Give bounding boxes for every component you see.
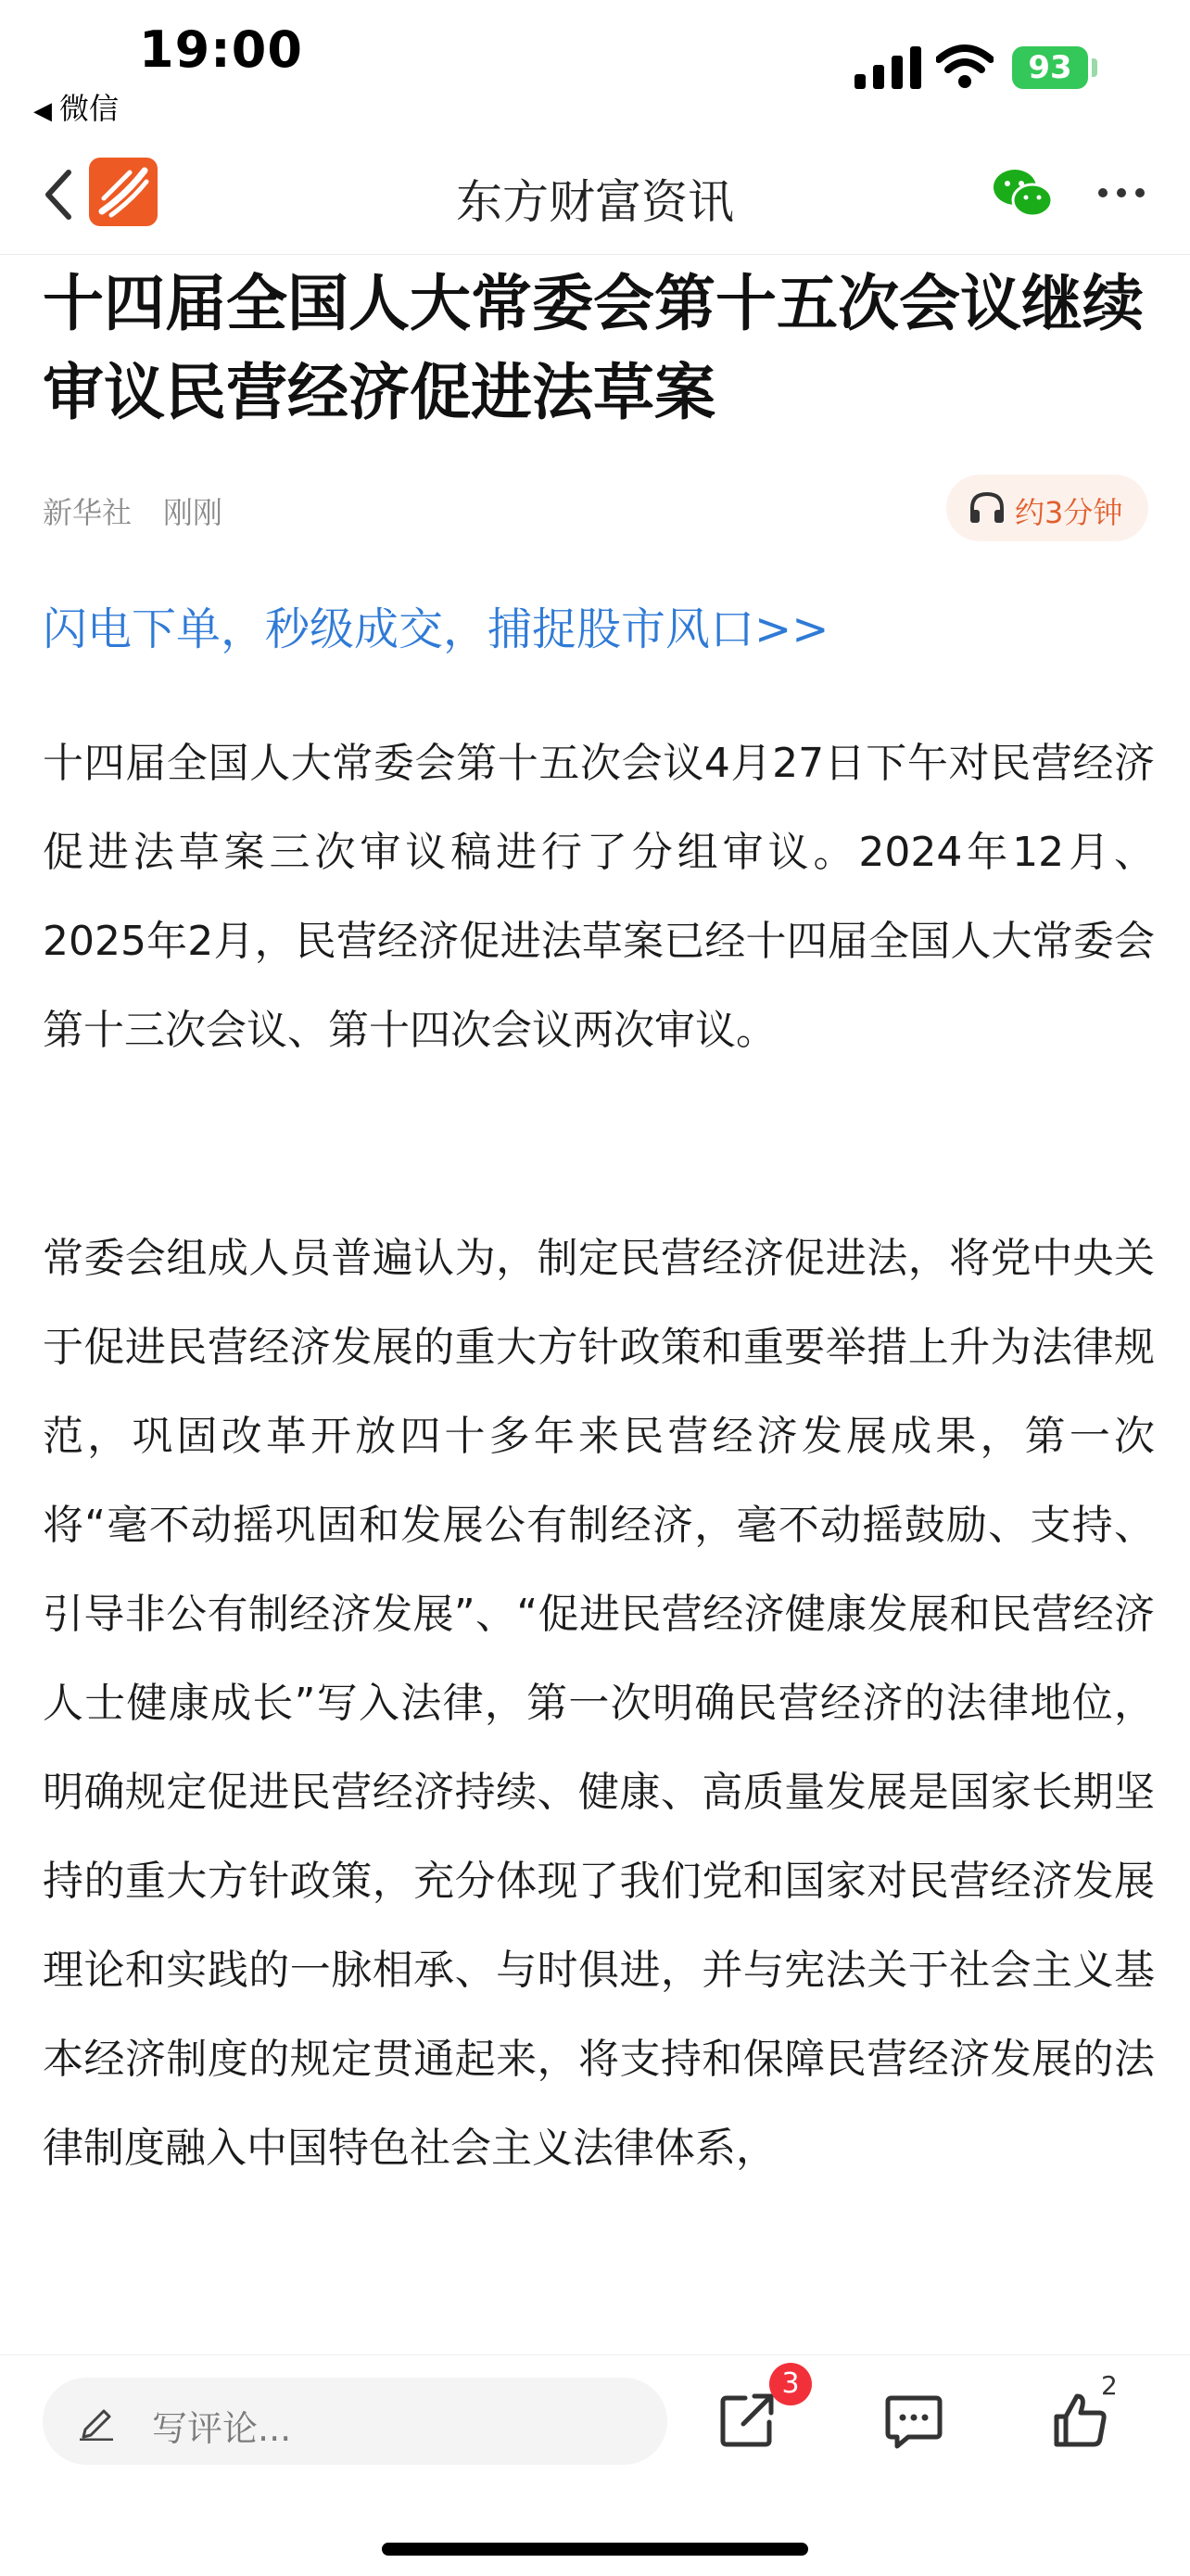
battery-cap — [1092, 58, 1097, 77]
back-app-label: 微信 — [59, 91, 120, 126]
more-icon[interactable] — [1095, 185, 1147, 200]
read-time-label: 约3分钟 — [1015, 495, 1123, 530]
like-count: 2 — [1101, 2370, 1118, 2401]
status-time: 19:00 — [139, 20, 303, 79]
home-indicator[interactable] — [382, 2543, 808, 2556]
wifi-icon — [936, 43, 994, 89]
signal-icon — [855, 46, 921, 89]
nav-bar — [0, 130, 1190, 255]
pencil-icon — [76, 2404, 117, 2441]
article-paragraph-2: 常委会组成人员普遍认为，制定民营经济促进法，将党中央关于促进民营经济发展的重大方针政策和重要举措上升为法律规范，巩固改革开放四十多年来民营经济发展成果，第一次将“毫不动摇巩固和发展公有制经济，毫不动摇鼓励、支持、引导非公有制经济发展”、“促进民营经济健康发展和民营经济人士健康成长”写入法律，第一次明确民营经济的法律地位，明确规定促进民营经济持续、健康、高质量发展是国家长期坚持的重大方针政策，充分体现了我们党和国家对民营经济发展理论和实践的一脉相承、与时俱进，并与宪法关于社会主义基本经济制度的规定贯通起来，将支持和保障民营经济发展的法律制度融入中国特色社会主义法律体系， — [43, 1235, 1155, 2172]
headphones-icon — [968, 491, 1006, 525]
back-to-app-link[interactable] — [33, 85, 119, 128]
article-title: 十四届全国人大常委会第十五次会议继续审议民营经济促进法草案 — [43, 268, 1144, 428]
wechat-icon[interactable] — [992, 167, 1053, 219]
article-meta — [43, 489, 222, 532]
article-time: 刚刚 — [163, 495, 223, 530]
comment-input[interactable] — [43, 2378, 667, 2465]
promo-link[interactable]: 闪电下单，秒级成交，捕捉股市风口>> — [43, 603, 829, 655]
nav-title: 东方财富资讯 — [456, 175, 734, 229]
share-icon[interactable] — [717, 2391, 777, 2450]
comment-icon[interactable] — [884, 2391, 943, 2450]
article-source: 新华社 — [43, 495, 133, 530]
article-paragraph-1: 十四届全国人大常委会第十五次会议4月27日下午对民营经济促进法草案三次审议稿进行了分组审议。2024年12月、2025年2月，民营经济促进法草案已经十四届全国人大常委会第十三次会议、第十四次会议两次审议。 — [43, 740, 1155, 1054]
status-bar — [0, 0, 1190, 130]
bottom-action-bar — [0, 2354, 1190, 2576]
battery-icon — [1012, 46, 1088, 89]
comment-placeholder: 写评论... — [152, 2408, 292, 2449]
back-triangle-icon: ◀ — [33, 97, 52, 125]
listen-audio-button[interactable] — [946, 475, 1148, 541]
battery-level: 93 — [1028, 49, 1072, 86]
share-count-badge: 3 — [769, 2363, 812, 2405]
